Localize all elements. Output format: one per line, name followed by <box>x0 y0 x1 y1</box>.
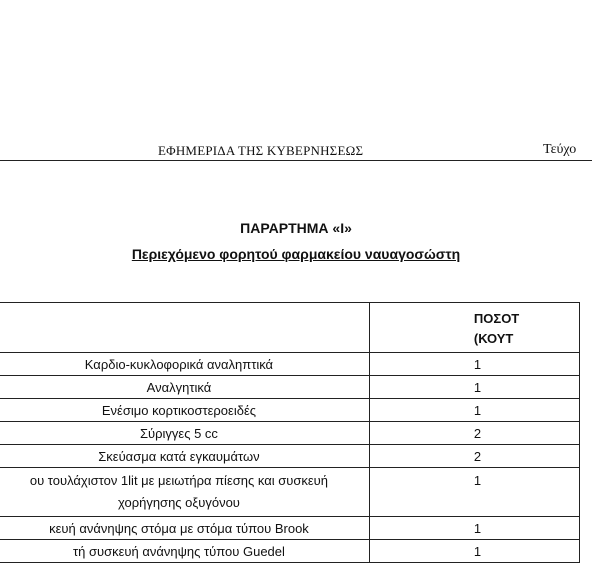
quantity-cell: 1 <box>369 399 579 422</box>
item-cell-line1: ου τουλάχιστον 1lit με μειωτήρα πίεσης και συσκευή <box>29 473 329 488</box>
annex-title: ΠΑΡΑΡΤΗΜΑ «Ι» <box>240 220 352 236</box>
quantity-cell: 1 <box>369 376 579 399</box>
table-row <box>0 399 580 422</box>
table-row <box>0 353 580 376</box>
annex-subtitle: Περιεχόμενο φορητού φαρμακείου ναυαγοσώστη <box>131 246 461 262</box>
issue-label: Τεύχο <box>543 142 577 157</box>
item-cell: Καρδιο-κυκλοφορικά αναληπτικά <box>0 353 369 376</box>
table-row <box>0 376 580 399</box>
table-row <box>0 445 580 468</box>
table-header-row <box>0 303 580 353</box>
item-cell: τή συσκευή ανάνηψης τύπου Guedel <box>0 540 369 563</box>
table-row <box>0 540 580 563</box>
quantity-header-line1: ΠΟΣΟΤ <box>473 310 520 326</box>
table-row <box>0 422 580 445</box>
quantity-header-line2: (ΚΟΥΤ <box>473 330 514 346</box>
quantity-cell: 1 <box>369 468 579 517</box>
quantity-cell: 1 <box>369 517 579 540</box>
item-cell: Αναλγητικά <box>0 376 369 399</box>
header-rule <box>0 160 592 161</box>
item-cell: Σύριγγες 5 cc <box>0 422 369 445</box>
table-row <box>0 517 580 540</box>
quantity-header-cell <box>369 303 579 353</box>
first-aid-kit-table <box>0 302 580 563</box>
item-cell: Σκεύασμα κατά εγκαυμάτων <box>0 445 369 468</box>
item-cell <box>0 468 369 517</box>
item-cell-line2: χορήγησης οξυγόνου <box>117 495 240 510</box>
table-row <box>0 468 580 517</box>
quantity-cell: 1 <box>369 540 579 563</box>
item-header-cell <box>0 303 369 353</box>
item-cell: Ενέσιμο κορτικοστεροειδές <box>0 399 369 422</box>
quantity-cell: 2 <box>369 422 579 445</box>
gazette-title: ΕΦΗΜΕΡΙΔΑ ΤΗΣ ΚΥΒΕΡΝΗΣΕΩΣ <box>158 143 364 158</box>
quantity-cell: 2 <box>369 445 579 468</box>
item-cell: κευή ανάνηψης στόμα με στόμα τύπου Brook <box>0 517 369 540</box>
quantity-cell: 1 <box>369 353 579 376</box>
